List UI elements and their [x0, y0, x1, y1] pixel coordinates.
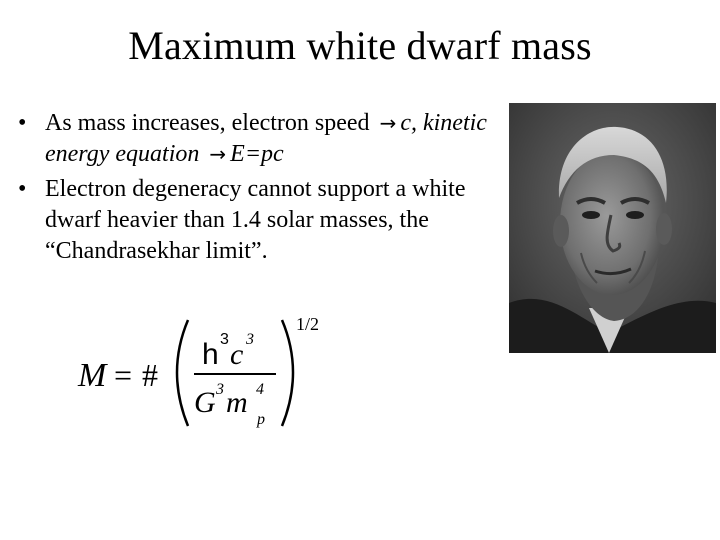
numerator-h: h [202, 338, 219, 371]
portrait-illustration [509, 103, 716, 353]
slide-title: Maximum white dwarf mass [128, 23, 592, 68]
denominator-m-subscript: p [257, 411, 265, 428]
portrait-photo [509, 103, 716, 353]
formula-equals: = [114, 357, 133, 393]
formula-constant: # [142, 357, 158, 393]
formula-svg [70, 308, 360, 438]
formula-lhs: M [78, 357, 107, 394]
bullet-text: Electron degeneracy cannot support a white dwarf heavier than 1.4 solar masses, the “Chandrasekhar limit”. [45, 176, 466, 264]
right-arrow-symbol: → [209, 142, 227, 166]
denominator-G: G [194, 386, 216, 419]
bullet-text-part: c, kinetic energy equation [45, 110, 487, 167]
right-paren [282, 320, 293, 426]
bullet-list [18, 108, 508, 271]
bullet-text-part: E=pc [230, 141, 284, 167]
numerator-h-exponent: 3 [220, 331, 229, 348]
denominator-G-exponent: 3 [216, 381, 224, 398]
chandrasekhar-formula [70, 308, 360, 438]
bullet-marker: • [18, 110, 27, 136]
numerator-c-exponent: 3 [246, 331, 254, 348]
denominator-m: m [226, 386, 248, 419]
numerator-c: c [230, 338, 244, 371]
formula-power: 1/2 [296, 314, 320, 334]
bullet-item-1 [18, 108, 508, 170]
bullet-item-2 [18, 174, 508, 267]
denominator-m-exponent: 4 [256, 381, 264, 398]
bullet-text [45, 108, 508, 170]
right-arrow-symbol: → [379, 111, 397, 135]
bullet-text-part: As mass increases, electron speed [45, 110, 370, 136]
bullet-marker: • [18, 176, 27, 202]
left-paren [177, 320, 188, 426]
